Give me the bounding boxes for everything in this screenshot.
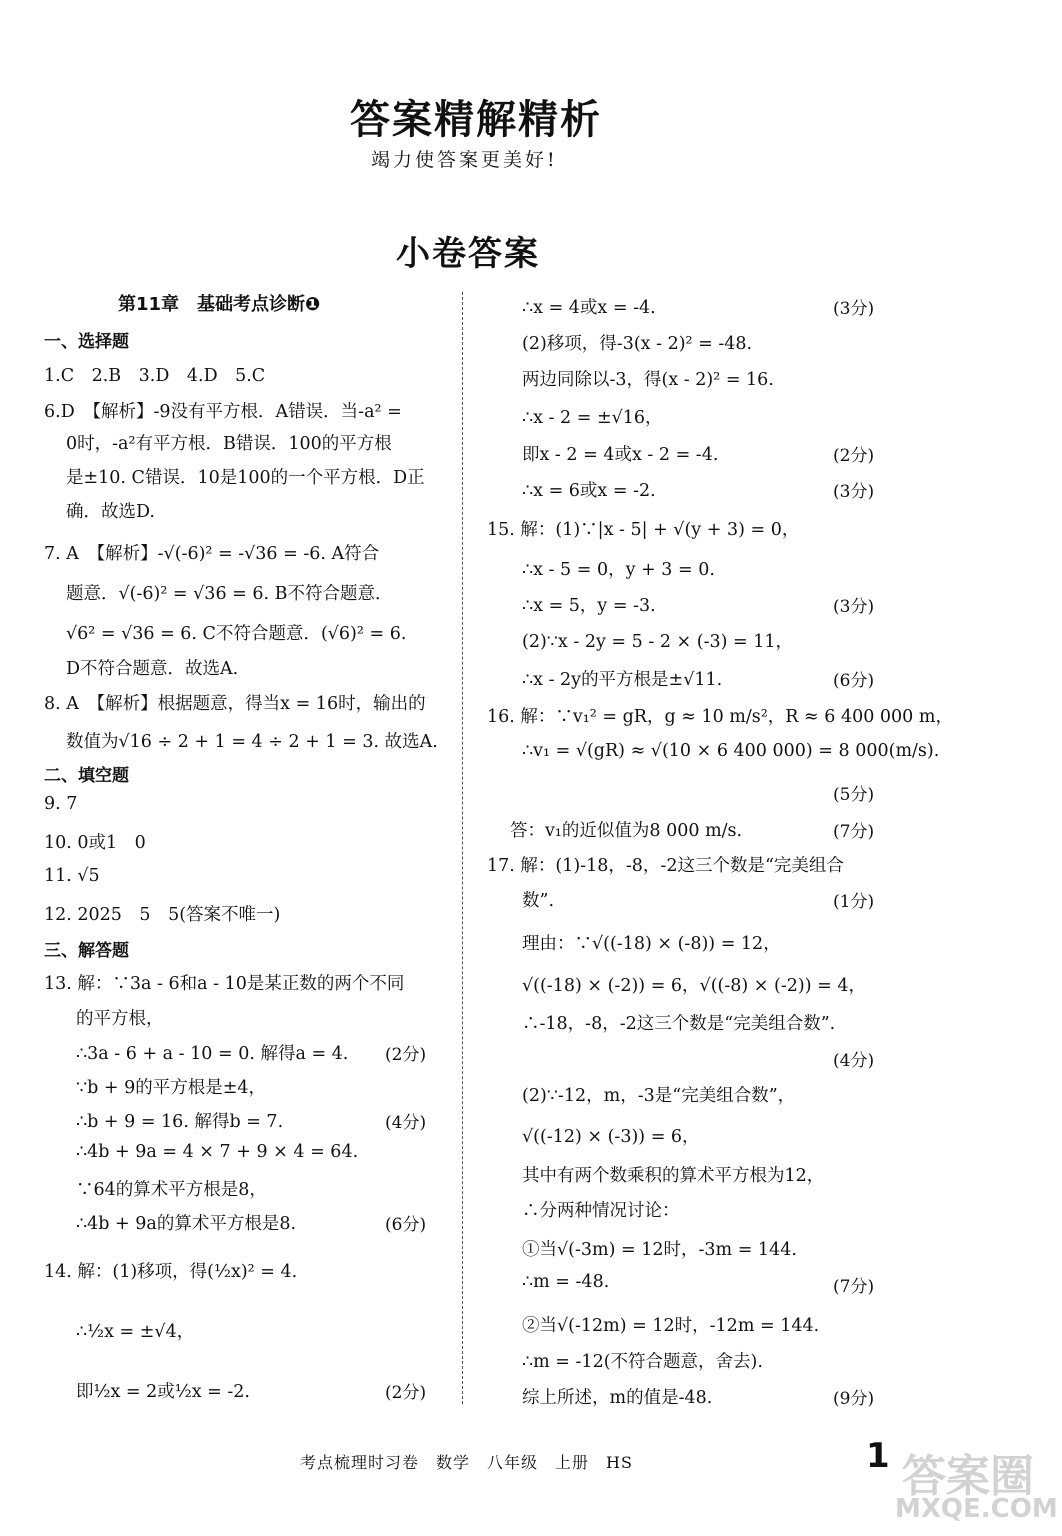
- slogan: 竭力使答案更美好!: [371, 149, 558, 171]
- answer-line: ∴v₁ = √(gR) ≈ √(10 × 6 400 000) = 8 000(m/s).: [522, 741, 940, 761]
- score-label: (3分): [833, 597, 875, 617]
- answer-line: ∵64的算术平方根是8，: [76, 1180, 267, 1200]
- answer-line: 8. A 【解析】根据题意，得当x = 16时，输出的: [44, 694, 426, 714]
- answer-line: 题意．√(-6)² = √36 = 6. B不符合题意．: [66, 584, 393, 604]
- answer-line: 1.C 2.B 3.D 4.D 5.C: [44, 366, 266, 386]
- score-label: (4分): [385, 1113, 427, 1133]
- answer-line: ∴3a - 6 + a - 10 = 0. 解得a = 4.: [76, 1044, 349, 1064]
- watermark-url: MXQE.COM: [895, 1494, 1058, 1524]
- answer-line: 7. A 【解析】-√(-6)² = -√36 = -6. A符合: [44, 544, 380, 564]
- page-title: 答案精解精析: [350, 97, 602, 143]
- answer-line: ∴x = 5，y = -3.: [522, 596, 656, 616]
- answer-line: 11. √5: [44, 866, 100, 886]
- answer-line: 17. 解：(1)-18，-8，-2这三个数是“完美组合: [487, 856, 844, 876]
- answer-line: ∴4b + 9a的算术平方根是8.: [76, 1214, 297, 1234]
- answer-line: 确．故选D.: [66, 502, 155, 522]
- column-divider: [462, 292, 463, 1404]
- answer-line: 数”.: [522, 891, 555, 911]
- answer-line: 15. 解：(1)∵|x - 5| + √(y + 3) = 0，: [487, 520, 800, 540]
- score-label: (1分): [833, 892, 875, 912]
- answer-line: ∴-18，-8，-2这三个数是“完美组合数”.: [522, 1014, 836, 1034]
- score-label: (5分): [833, 785, 875, 805]
- answer-line: √6² = √36 = 6. C不符合题意．(√6)² = 6.: [66, 624, 407, 644]
- answer-line: 13. 解：∵3a - 6和a - 10是某正数的两个不同: [44, 974, 405, 994]
- answer-line: ∴4b + 9a = 4 × 7 + 9 × 4 = 64.: [76, 1142, 359, 1162]
- answer-line: ∴m = -48.: [522, 1272, 610, 1292]
- answer-line: 理由：∵√((-18) × (-8)) = 12，: [522, 934, 781, 954]
- answer-line: ∴½x = ±√4，: [76, 1322, 195, 1342]
- answer-line: 即½x = 2或½x = -2.: [76, 1382, 250, 1402]
- answer-line: 两边同除以-3，得(x - 2)² = 16.: [522, 370, 774, 390]
- answer-line: ∴x - 5 = 0，y + 3 = 0.: [522, 560, 715, 580]
- section-heading: 二、填空题: [44, 766, 129, 786]
- answer-line: 6.D 【解析】-9没有平方根．A错误．当-a² =: [44, 402, 402, 422]
- answer-line: (2)∵-12，m，-3是“完美组合数”，: [522, 1086, 796, 1106]
- answer-line: 的平方根，: [76, 1009, 164, 1029]
- page-number: 1: [866, 1436, 890, 1476]
- answer-line: 是±10. C错误．10是100的一个平方根．D正: [66, 468, 425, 488]
- answer-line: 16. 解：∵v₁² = gR，g ≈ 10 m/s²，R ≈ 6 400 000 m，: [487, 707, 953, 727]
- answer-line: 12. 2025 5 5(答案不唯一): [44, 905, 281, 925]
- answer-line: ∴x - 2y的平方根是±√11.: [522, 670, 723, 690]
- score-label: (2分): [385, 1045, 427, 1065]
- score-label: (6分): [385, 1215, 427, 1235]
- answer-line: 9. 7: [44, 794, 78, 814]
- answer-line: (2)∵x - 2y = 5 - 2 × (-3) = 11，: [522, 632, 793, 652]
- answer-line: ∴b + 9 = 16. 解得b = 7.: [76, 1112, 284, 1132]
- score-label: (4分): [833, 1051, 875, 1071]
- score-label: (7分): [833, 822, 875, 842]
- score-label: (6分): [833, 671, 875, 691]
- answer-line: ①当√(-3m) = 12时，-3m = 144.: [522, 1240, 797, 1260]
- answer-line: √((-18) × (-2)) = 6，√((-8) × (-2)) = 4，: [522, 976, 866, 996]
- answer-line: 即x - 2 = 4或x - 2 = -4.: [522, 445, 719, 465]
- answer-line: ②当√(-12m) = 12时，-12m = 144.: [522, 1316, 820, 1336]
- answer-line: ∴x = 4或x = -4.: [522, 298, 656, 318]
- answer-line: (2)移项，得-3(x - 2)² = -48.: [522, 334, 753, 354]
- answer-line: D不符合题意．故选A.: [66, 659, 239, 679]
- footer-text: 考点梳理时习卷 数学 八年级 上册 HS: [300, 1453, 633, 1472]
- watermark-logo: 答案圈: [902, 1451, 1034, 1502]
- answer-line: ∴分两种情况讨论：: [522, 1201, 680, 1221]
- chapter-heading: 第11章 基础考点诊断❶: [118, 294, 321, 315]
- answer-line: 14. 解：(1)移项，得(½x)² = 4.: [44, 1262, 298, 1282]
- score-label: (2分): [833, 446, 875, 466]
- answer-line: √((-12) × (-3)) = 6，: [522, 1127, 700, 1147]
- section-heading: 三、解答题: [44, 941, 129, 961]
- answer-line: 综上所述，m的值是-48.: [522, 1388, 713, 1408]
- answer-line: 数值为√16 ÷ 2 + 1 = 4 ÷ 2 + 1 = 3. 故选A.: [66, 732, 438, 752]
- answer-line: ∴x - 2 = ±√16，: [522, 408, 663, 428]
- answer-line: 0时，-a²有平方根．B错误．100的平方根: [66, 434, 392, 454]
- score-label: (9分): [833, 1389, 875, 1409]
- score-label: (2分): [385, 1383, 427, 1403]
- section-title: 小卷答案: [396, 234, 540, 274]
- answer-line: 答：v₁的近似值为8 000 m/s.: [510, 821, 743, 841]
- answer-line: 其中有两个数乘积的算术平方根为12，: [522, 1166, 825, 1186]
- section-heading: 一、选择题: [44, 332, 129, 352]
- score-label: (7分): [833, 1277, 875, 1297]
- score-label: (3分): [833, 299, 875, 319]
- answer-line: 10. 0或1 0: [44, 833, 146, 853]
- answer-line: ∴x = 6或x = -2.: [522, 481, 656, 501]
- score-label: (3分): [833, 482, 875, 502]
- answer-line: ∵b + 9的平方根是±4，: [76, 1078, 267, 1098]
- answer-line: ∴m = -12(不符合题意，舍去).: [522, 1352, 763, 1372]
